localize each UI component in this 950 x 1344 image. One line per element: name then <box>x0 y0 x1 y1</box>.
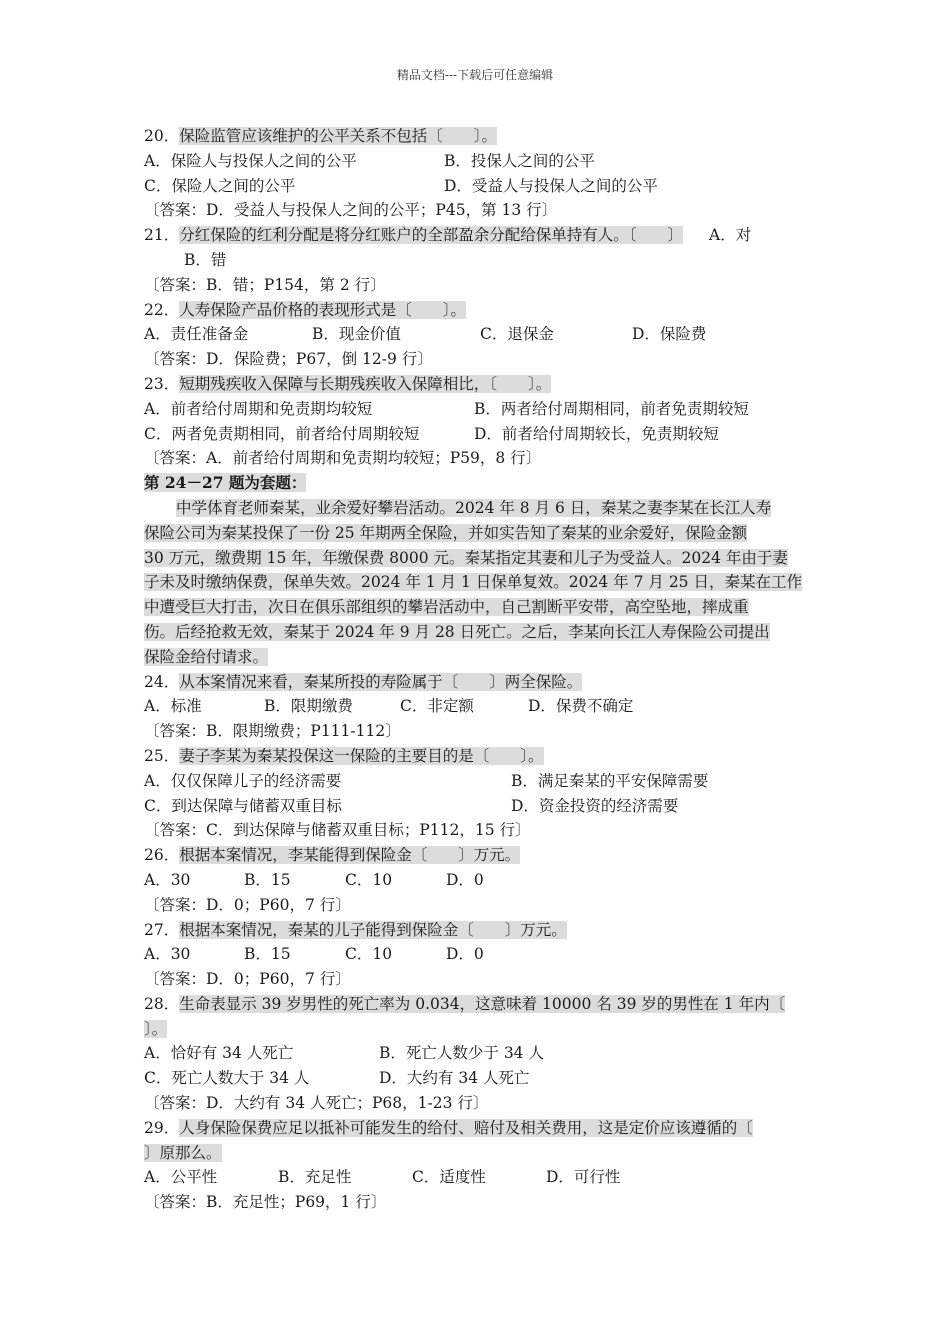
question-text: 分红保险的红利分配是将分红账户的全部盈余分配给保单持有人。〔 〕 <box>179 226 683 245</box>
question-28 <box>144 992 808 1017</box>
options-row <box>144 322 808 347</box>
case-text: 子未及时缴纳保费，保单失效。2024 年 1 月 1 日保单复效。2024 年 7 月 25 日，秦某在工作 <box>144 573 802 592</box>
page-header: 精品文档---下载后可任意编辑 <box>396 68 554 82</box>
case-text: 中学体育老师秦某，业余爱好攀岩活动。2024 年 8 月 6 日，秦某之妻李某在长江人寿 <box>176 498 772 517</box>
case-paragraph-line <box>144 645 808 670</box>
question-text: 人寿保险产品价格的表现形式是〔 〕。 <box>179 300 466 319</box>
option-c: C．10 <box>345 945 393 964</box>
question-number: 23． <box>144 374 180 393</box>
option-d: D．保险费 <box>632 325 707 344</box>
option-d: D．受益人与投保人之间的公平 <box>444 176 658 195</box>
option-d: D．0 <box>446 945 484 964</box>
document-body <box>144 124 808 1215</box>
option-d: D．可行性 <box>546 1168 621 1187</box>
options-row <box>144 694 808 719</box>
case-paragraph-line <box>144 570 808 595</box>
options-row <box>144 1066 808 1091</box>
options-row <box>144 769 808 794</box>
option-d: D．0 <box>446 870 484 889</box>
option-b: B．两者给付周期相同，前者免责期较短 <box>474 399 749 418</box>
question-26 <box>144 843 808 868</box>
case-text: 中遭受巨大打击，次日在俱乐部组织的攀岩活动中，自己割断平安带，高空坠地，摔成重 <box>144 598 749 617</box>
answer-line: 〔答案：A．前者给付周期和免责期均较短；P59，8 行〕 <box>144 449 542 468</box>
option-b: B．充足性 <box>278 1168 352 1187</box>
option-c: C．两者免责期相同，前者给付周期较短 <box>144 424 420 443</box>
option-b: B．错 <box>184 250 227 269</box>
answer-line: 〔答案：B．充足性；P69，1 行〕 <box>144 1193 387 1212</box>
option-a: A．30 <box>144 945 191 964</box>
case-text: 保险公司为秦某投保了一份 25 年期两全保险，并如实告知了秦某的业余爱好，保险金额 <box>144 523 748 542</box>
question-number: 26． <box>144 846 180 865</box>
option-b: B．死亡人数少于 34 人 <box>379 1044 544 1063</box>
options-row <box>144 422 808 447</box>
answer-line: 〔答案：C．到达保障与储蓄双重目标；P112，15 行〕 <box>144 821 531 840</box>
answer-line: 〔答案：D．0；P60，7 行〕 <box>144 895 351 914</box>
option-d: D．大约有 34 人死亡 <box>379 1069 530 1088</box>
option-b: B．限期缴费 <box>264 697 353 716</box>
question-text: 妻子李某为秦某投保这一保险的主要目的是〔 〕。 <box>179 746 544 765</box>
question-text: 保险监管应该维护的公平关系不包括〔 〕。 <box>179 127 497 145</box>
option-c: C．退保金 <box>480 325 554 344</box>
option-a: A．仅仅保障儿子的经济需要 <box>144 771 342 790</box>
option-a: A．责任准备金 <box>144 325 249 344</box>
option-a: A．30 <box>144 870 191 889</box>
option-c: C．到达保障与储蓄双重目标 <box>144 796 342 815</box>
option-d: D．资金投资的经济需要 <box>511 796 679 815</box>
case-text: 30 万元，缴费期 15 年，年缴保费 8000 元。秦某指定其妻和儿子为受益人。2024 年由于妻 <box>144 548 788 567</box>
question-text: 短期残疾收入保障与长期残疾收入保障相比，〔 〕。 <box>179 374 552 393</box>
option-d: D．保费不确定 <box>528 697 634 716</box>
options-row <box>144 1041 808 1066</box>
question-number: 27． <box>144 920 180 939</box>
options-row <box>144 942 808 967</box>
case-paragraph-line <box>144 496 808 521</box>
option-b: B．现金价值 <box>312 325 401 344</box>
question-text: 人身保险保费应足以抵补可能发生的给付、赔付及相关费用，这是定价应该遵循的〔 <box>179 1118 753 1137</box>
question-21 <box>144 223 808 248</box>
option-b: B．满足秦某的平安保障需要 <box>511 771 709 790</box>
option-b: B．15 <box>244 945 291 964</box>
answer-line: 〔答案：B．限期缴费；P111-112〕 <box>144 722 401 741</box>
case-paragraph-line <box>144 620 808 645</box>
question-20 <box>144 124 808 149</box>
option-d: D．前者给付周期较长，免责期较短 <box>474 424 719 443</box>
option-c: C．保险人之间的公平 <box>144 176 296 195</box>
option-c: C．非定额 <box>400 697 474 716</box>
option-a: A．保险人与投保人之间的公平 <box>144 151 357 170</box>
answer-line: 〔答案：B．错；P154，第 2 行〕 <box>144 275 386 294</box>
question-text: 生命表显示 39 岁男性的死亡率为 0.034，这意味着 10000 名 39 岁的男性在 1 年内〔 <box>179 994 786 1013</box>
option-c: C．适度性 <box>412 1168 486 1187</box>
options-row <box>144 1165 808 1190</box>
case-title <box>144 471 808 496</box>
option-a: A．标准 <box>144 697 202 716</box>
answer-line: 〔答案：D．0；P60，7 行〕 <box>144 970 351 989</box>
options-row <box>144 868 808 893</box>
question-29 <box>144 1116 808 1141</box>
question-22 <box>144 298 808 323</box>
answer-line: 〔答案：D．大约有 34 人死亡；P68，1-23 行〕 <box>144 1094 489 1113</box>
question-number: 28． <box>144 994 180 1013</box>
answer-line: 〔答案：D．受益人与投保人之间的公平；P45，第 13 行〕 <box>144 201 558 220</box>
options-row <box>144 174 808 199</box>
options-row <box>144 397 808 422</box>
question-text: 〕原那么。 <box>144 1143 222 1162</box>
question-number: 22． <box>144 300 180 319</box>
option-a: A．对 <box>709 226 752 245</box>
question-24 <box>144 670 808 695</box>
option-a: A．恰好有 34 人死亡 <box>144 1044 294 1063</box>
question-27 <box>144 918 808 943</box>
question-25 <box>144 744 808 769</box>
question-29-cont <box>144 1141 808 1166</box>
question-text: 根据本案情况，秦某的儿子能得到保险金〔 〕万元。 <box>179 920 567 939</box>
case-paragraph-line <box>144 595 808 620</box>
case-paragraph-line <box>144 521 808 546</box>
case-text: 伤。后经抢救无效，秦某于 2024 年 9 月 28 日死亡。之后，李某向长江人寿保险公司提出 <box>144 622 770 641</box>
question-number: 20． <box>144 127 180 145</box>
case-text: 保险金给付请求。 <box>144 647 269 666</box>
options-row <box>144 794 808 819</box>
option-c: C．死亡人数大于 34 人 <box>144 1069 310 1088</box>
question-number: 21． <box>144 226 180 245</box>
option-c: C．10 <box>345 870 393 889</box>
question-number: 24． <box>144 672 180 691</box>
options-row <box>144 149 808 174</box>
case-paragraph-line <box>144 546 808 571</box>
answer-line: 〔答案：D．保险费；P67，倒 12-9 行〕 <box>144 350 433 369</box>
question-number: 25． <box>144 746 180 765</box>
question-23 <box>144 372 808 397</box>
options-row <box>144 248 808 273</box>
question-number: 29． <box>144 1118 180 1137</box>
option-a: A．前者给付周期和免责期均较短 <box>144 399 373 418</box>
question-28-cont <box>144 1017 808 1042</box>
option-a: A．公平性 <box>144 1168 218 1187</box>
question-text: 根据本案情况，李某能得到保险金〔 〕万元。 <box>179 846 521 865</box>
case-title-text: 第 24－27 题为套题： <box>144 473 307 493</box>
question-text: 〕。 <box>144 1019 168 1038</box>
option-b: B．15 <box>244 870 291 889</box>
question-text: 从本案情况来看，秦某所投的寿险属于〔 〕两全保险。 <box>179 672 583 691</box>
option-b: B．投保人之间的公平 <box>444 151 595 170</box>
